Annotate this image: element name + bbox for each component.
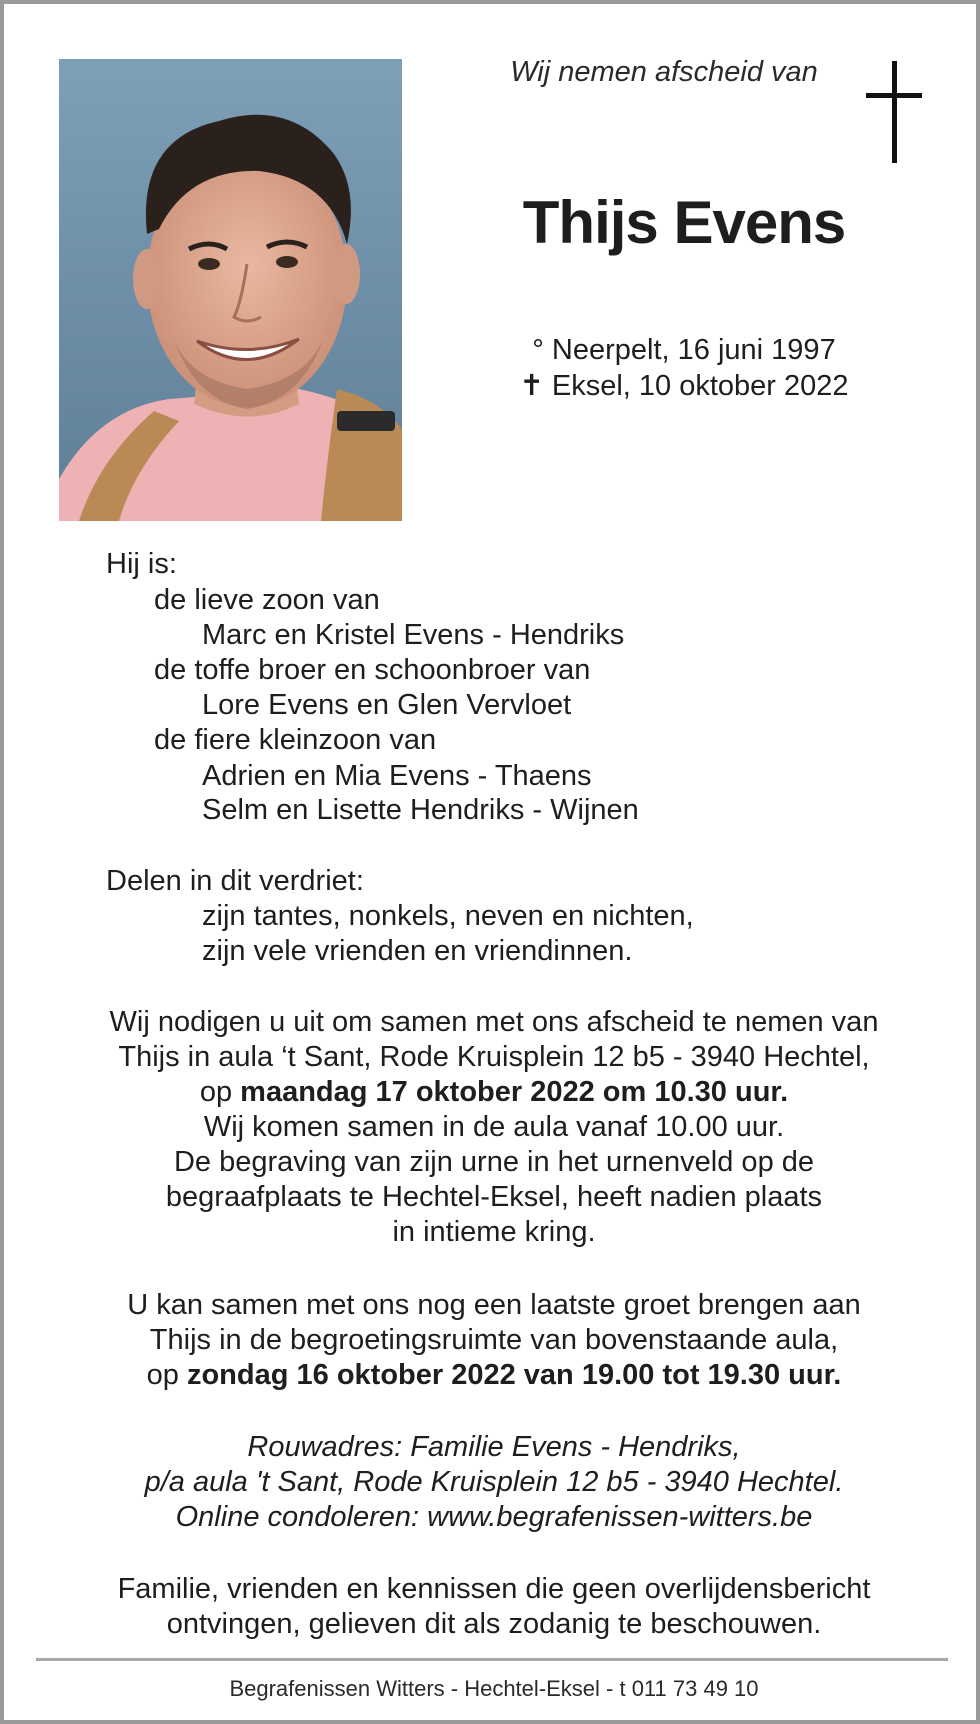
visitation-line: Thijs in de begroetingsruimte van bovenstaande aula,	[149, 1324, 839, 1356]
relation-names: Marc en Kristel Evens - Hendriks	[202, 619, 625, 651]
relation-label: de toffe broer en schoonbroer van	[154, 654, 591, 686]
notice-line: ontvingen, gelieven dit als zodanig te beschouwen.	[166, 1608, 822, 1640]
grief-line: zijn tantes, nonkels, neven en nichten,	[202, 900, 694, 932]
visitation-datetime: op zondag 16 oktober 2022 van 19.00 tot 19.30 uur.	[146, 1359, 842, 1391]
notice-line: Familie, vrienden en kennissen die geen overlijdensbericht	[117, 1573, 871, 1605]
visitation-line: U kan samen met ons nog een laatste groet brengen aan	[127, 1289, 861, 1321]
funeral-card	[4, 4, 976, 1720]
ceremony-line: Thijs in aula ‘t Sant, Rode Kruisplein 12 b5 - 3940 Hechtel,	[118, 1041, 870, 1073]
ceremony-line: begraafplaats te Hechtel-Eksel, heeft nadien plaats	[165, 1181, 823, 1213]
relation-label: de lieve zoon van	[154, 584, 380, 616]
ceremony-datetime: op maandag 17 oktober 2022 om 10.30 uur.	[199, 1076, 789, 1108]
family-heading: Hij is:	[106, 548, 177, 580]
address-line: p/a aula 't Sant, Rode Kruisplein 12 b5 - 3940 Hechtel.	[144, 1466, 844, 1498]
ceremony-line: Wij nodigen u uit om samen met ons afscheid te nemen van	[109, 1006, 879, 1038]
ceremony-line: in intieme kring.	[392, 1216, 596, 1248]
footer-divider	[36, 1658, 948, 1661]
grief-line: zijn vele vrienden en vriendinnen.	[202, 935, 633, 967]
address-paragraph	[44, 1430, 944, 1535]
relation-names: Selm en Lisette Hendriks - Wijnen	[202, 794, 639, 826]
deceased-name: Thijs Evens	[522, 189, 846, 256]
ceremony-paragraph	[44, 1005, 944, 1250]
address-line: Rouwadres: Familie Evens - Hendriks,	[247, 1431, 741, 1463]
condolence-link[interactable]: Online condoleren: www.begrafenissen-witters.be	[175, 1501, 813, 1533]
portrait-photo	[59, 59, 402, 521]
cross-icon	[866, 61, 922, 163]
birth-date: ° Neerpelt, 16 juni 1997	[532, 334, 836, 366]
life-dates	[454, 332, 914, 404]
relation-label: de fiere kleinzoon van	[154, 724, 437, 756]
footer-text: Begrafenissen Witters - Hechtel-Eksel - t 011 73 49 10	[229, 1676, 759, 1701]
ceremony-line: Wij komen samen in de aula vanaf 10.00 uur.	[203, 1111, 785, 1143]
visitation-paragraph	[44, 1288, 944, 1393]
grief-heading: Delen in dit verdriet:	[106, 865, 364, 897]
intro-text: Wij nemen afscheid van	[510, 56, 818, 88]
ceremony-line: De begraving van zijn urne in het urnenveld op de	[173, 1146, 815, 1178]
relation-names: Lore Evens en Glen Vervloet	[202, 689, 572, 721]
relation-names: Adrien en Mia Evens - Thaens	[202, 760, 592, 792]
notice-paragraph	[44, 1572, 944, 1642]
death-date: ✝ Eksel, 10 oktober 2022	[519, 370, 849, 402]
